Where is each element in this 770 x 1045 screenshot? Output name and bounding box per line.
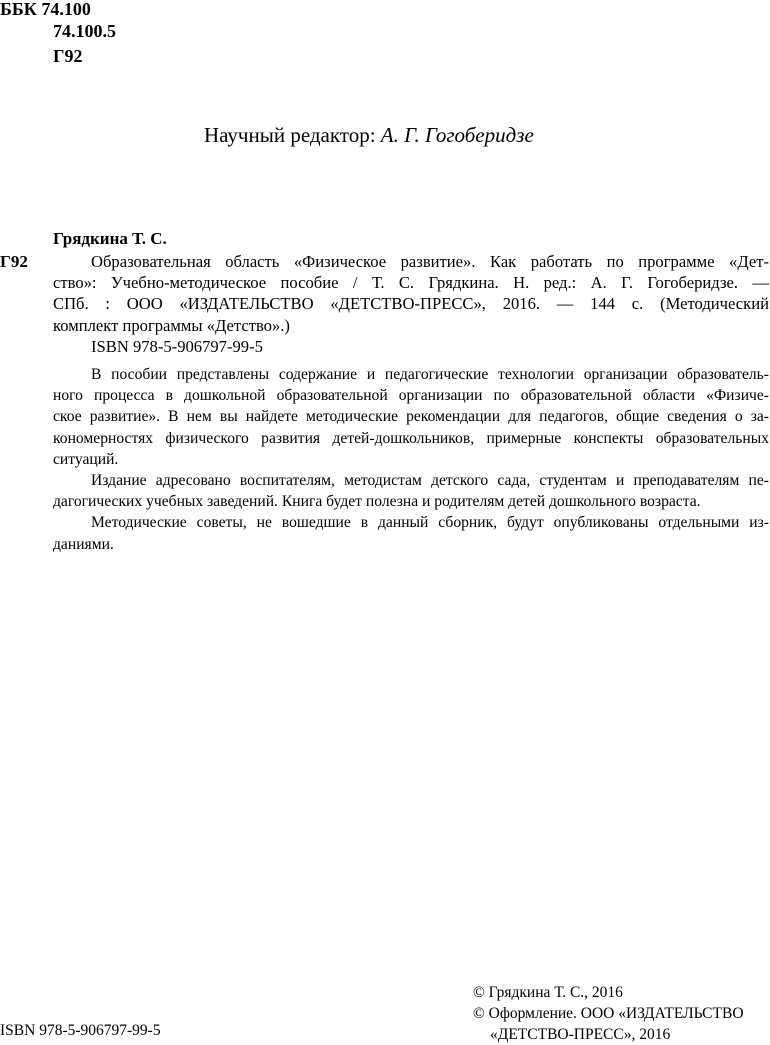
annotation-paragraph [53, 470, 769, 512]
copyright-author: © Грядкина Т. С., 2016 [473, 984, 623, 1001]
biblio-line: Образовательная область «Физическое развитие». Как работать по программе «Дет- [91, 252, 769, 271]
bibliographic-record [53, 251, 769, 357]
annotation-line: ское развитие». В нем вы найдете методические рекомендации для педагогов, общие сведения о за- [53, 408, 769, 426]
bbk-code-secondary: 74.100.5 [53, 21, 116, 41]
biblio-line: комплект программы «Детство».) [53, 315, 290, 335]
copyright-block [473, 982, 744, 1045]
isbn: ISBN 978-5-906797-99-5 [91, 336, 263, 356]
copyright-design: © Оформление. ООО «ИЗДАТЕЛЬСТВО [473, 1005, 744, 1022]
annotation-paragraph [53, 364, 769, 470]
copyright-publisher: «ДЕТСТВО-ПРЕСС», 2016 [490, 1026, 671, 1043]
biblio-line: СПб. : ООО «ИЗДАТЕЛЬСТВО «ДЕТСТВО-ПРЕСС», 2016. — 144 с. (Методический [53, 294, 769, 314]
annotation-line: даниями. [53, 535, 114, 553]
annotation-line: Методические советы, не вошедшие в данный сборник, будут опубликованы отдельными из- [91, 514, 769, 532]
annotation-line: дагогических учебных заведений. Книга будет полезна и родителям детей дошкольного возраста. [53, 493, 701, 511]
annotation-line: кономерностях физического развития детей-дошкольников, примерные конспекты образовательных [53, 429, 769, 447]
annotation-line: Издание адресовано воспитателям, методистам детского сада, студентам и преподавателям пе- [91, 472, 769, 490]
annotation-paragraph [53, 512, 769, 554]
editor-label: Научный редактор: [204, 123, 376, 147]
author-sign: Г92 [53, 46, 83, 66]
editor-name: А. Г. Гогоберидзе [380, 123, 534, 147]
annotation-line: В пособии представлены содержание и педагогические технологии организации образователь- [91, 366, 769, 383]
annotation-line: ситуаций. [53, 450, 119, 468]
annotation-line: ного процесса в дошкольной образовательной организации по образовательной области «Физиче- [53, 387, 769, 405]
bbk-code: ББК 74.100 [0, 0, 91, 19]
scientific-editor [204, 123, 534, 148]
author-heading: Грядкина Т. С. [53, 229, 167, 248]
annotation [53, 364, 769, 555]
footer-isbn: ISBN 978-5-906797-99-5 [0, 1022, 161, 1039]
biblio-line: ство»: Учебно-методическое пособие / Т. С. Грядкина. Н. ред.: А. Г. Гогоберидзе. — [53, 273, 769, 293]
author-sign-margin: Г92 [0, 252, 28, 271]
